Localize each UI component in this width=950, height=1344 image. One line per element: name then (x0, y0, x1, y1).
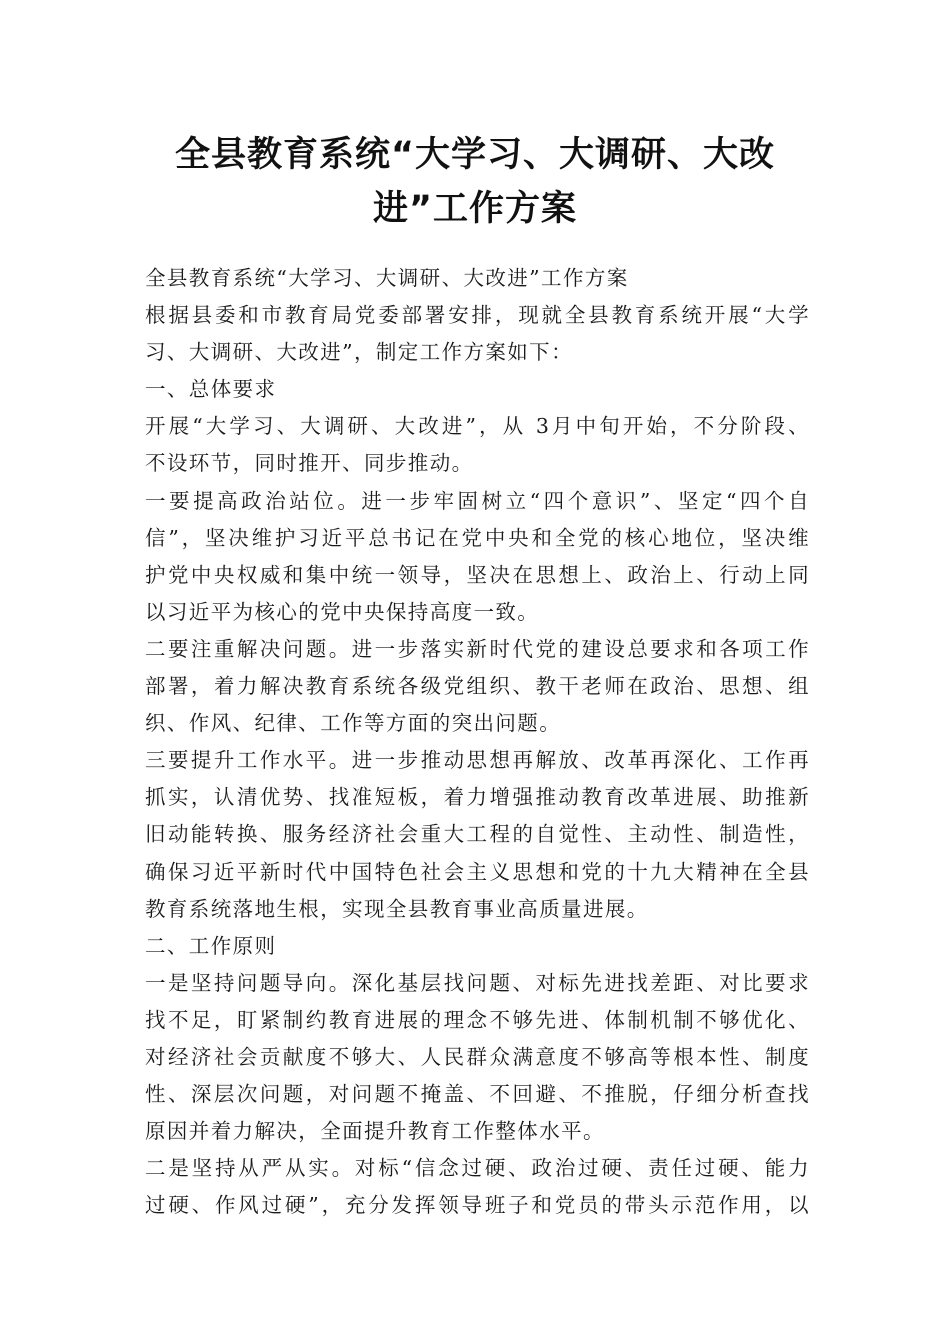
text-line: 旧动能转换、服务经济社会重大工程的自觉性、主动性、制造性， (145, 822, 810, 847)
text-line: 过硬、作风过硬”，充分发挥领导班子和党员的带头示范作用，以 (145, 1193, 810, 1218)
text-line: 二要注重解决问题。进一步落实新时代党的建设总要求和各项工作 (145, 636, 810, 661)
text-line: 开展“大学习、大调研、大改进”，从 3月中旬开始，不分阶段、 (145, 414, 810, 439)
text-line: 部署，着力解决教育系统各级党组织、教干老师在政治、思想、组 (145, 674, 810, 699)
text-line: 一、总体要求 (145, 377, 277, 402)
text-line: 织、作风、纪律、工作等方面的突出问题。 (145, 711, 562, 736)
title-line-1: 全县教育系统“大学习、大调研、大改 (174, 135, 775, 175)
text-line: 确保习近平新时代中国特色社会主义思想和党的十九大精神在全县 (145, 859, 810, 884)
text-line: 抓实，认清优势、找准短板，着力增强推动教育改革进展、助推新 (145, 785, 810, 810)
text-line: 护党中央权威和集中统一领导，坚决在思想上、政治上、行动上同 (145, 562, 810, 587)
text-line: 习、大调研、大改进”，制定工作方案如下： (145, 340, 573, 365)
text-line: 一是坚持问题导向。深化基层找问题、对标先进找差距、对比要求 (145, 970, 810, 995)
title-line-2: 进”工作方案 (372, 189, 577, 229)
text-line: 不设环节，同时推开、同步推动。 (145, 451, 474, 476)
text-line: 根据县委和市教育局党委部署安排，现就全县教育系统开展“大学 (145, 303, 810, 328)
document-body (145, 260, 810, 1224)
text-line: 信”，坚决维护习近平总书记在党中央和全党的核心地位，坚决维 (145, 525, 810, 550)
text-line: 对经济社会贡献度不够大、人民群众满意度不够高等根本性、制度 (145, 1044, 810, 1069)
text-line: 教育系统落地生根，实现全县教育事业高质量进展。 (145, 896, 649, 921)
text-line: 找不足，盯紧制约教育进展的理念不够先进、体制机制不够优化、 (145, 1007, 810, 1032)
text-line: 以习近平为核心的党中央保持高度一致。 (145, 599, 540, 624)
text-line: 一要提高政治站位。进一步牢固树立“四个意识”、坚定“四个自 (145, 488, 810, 513)
document-title (100, 128, 850, 236)
text-line: 二、工作原则 (145, 933, 277, 958)
text-line: 全县教育系统“大学习、大调研、大改进”工作方案 (145, 266, 629, 290)
text-line: 原因并着力解决，全面提升教育工作整体水平。 (145, 1119, 605, 1144)
text-line: 三要提升工作水平。进一步推动思想再解放、改革再深化、工作再 (145, 748, 810, 773)
text-line: 二是坚持从严从实。对标“信念过硬、政治过硬、责任过硬、能力 (145, 1156, 810, 1181)
text-line: 性、深层次问题，对问题不掩盖、不回避、不推脱，仔细分析查找 (145, 1082, 810, 1107)
